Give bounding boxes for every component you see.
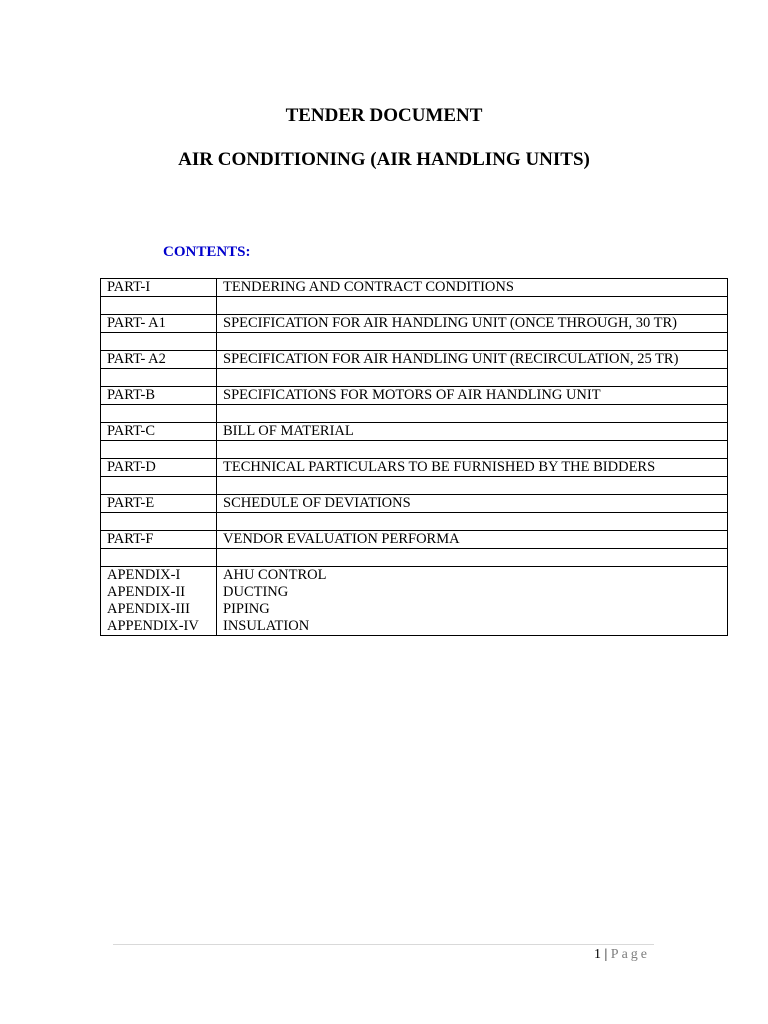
- appendix-code: APENDIX-II: [107, 584, 186, 600]
- part-title: SPECIFICATION FOR AIR HANDLING UNIT (RECIRCULATION, 25 TR): [217, 351, 728, 369]
- footer-divider: [113, 944, 654, 945]
- spacer-row: [101, 513, 728, 531]
- page-separator: |: [604, 947, 608, 962]
- part-code: PART- A1: [101, 315, 217, 333]
- table-row: [101, 459, 728, 477]
- appendix-title: AHU CONTROL: [223, 567, 327, 583]
- table-row: [101, 423, 728, 441]
- part-title: BILL OF MATERIAL: [217, 423, 728, 441]
- appendix-code: APPENDIX-IV: [107, 618, 199, 634]
- part-title: TENDERING AND CONTRACT CONDITIONS: [217, 279, 728, 297]
- appendix-title: INSULATION: [223, 618, 310, 634]
- empty-cell: [101, 441, 217, 459]
- part-code: PART- A2: [101, 351, 217, 369]
- empty-cell: [101, 333, 217, 351]
- page-number: 1: [593, 947, 601, 962]
- spacer-row: [101, 477, 728, 495]
- part-code: PART-E: [101, 495, 217, 513]
- table-row: [101, 387, 728, 405]
- empty-cell: [101, 297, 217, 315]
- spacer-row: [101, 441, 728, 459]
- part-code: PART-I: [101, 279, 217, 297]
- part-title: TECHNICAL PARTICULARS TO BE FURNISHED BY THE BIDDERS: [217, 459, 728, 477]
- appendix-codes-cell: [101, 567, 217, 636]
- appendix-code: APENDIX-III: [107, 601, 190, 617]
- empty-cell: [101, 549, 217, 567]
- part-code: PART-C: [101, 423, 217, 441]
- table-row: [101, 279, 728, 297]
- table-row: [101, 315, 728, 333]
- table-row: [101, 351, 728, 369]
- spacer-row: [101, 369, 728, 387]
- part-title: SCHEDULE OF DEVIATIONS: [217, 495, 728, 513]
- appendix-code: APENDIX-I: [107, 567, 181, 583]
- contents-heading: CONTENTS:: [163, 244, 251, 260]
- page-footer: [594, 947, 650, 963]
- empty-cell: [101, 405, 217, 423]
- empty-cell: [217, 405, 728, 423]
- empty-cell: [217, 477, 728, 495]
- table-row: [101, 495, 728, 513]
- document-subtitle: AIR CONDITIONING (AIR HANDLING UNITS): [178, 149, 590, 170]
- part-title: VENDOR EVALUATION PERFORMA: [217, 531, 728, 549]
- spacer-row: [101, 297, 728, 315]
- spacer-row: [101, 405, 728, 423]
- part-code: PART-D: [101, 459, 217, 477]
- part-code: PART-B: [101, 387, 217, 405]
- part-code: PART-F: [101, 531, 217, 549]
- empty-cell: [101, 369, 217, 387]
- appendix-title: DUCTING: [223, 584, 289, 600]
- appendix-title: PIPING: [223, 601, 270, 617]
- empty-cell: [217, 369, 728, 387]
- empty-cell: [101, 477, 217, 495]
- spacer-row: [101, 333, 728, 351]
- empty-cell: [217, 549, 728, 567]
- spacer-row: [101, 549, 728, 567]
- empty-cell: [217, 513, 728, 531]
- table-row: [101, 531, 728, 549]
- part-title: SPECIFICATION FOR AIR HANDLING UNIT (ONCE THROUGH, 30 TR): [217, 315, 728, 333]
- empty-cell: [217, 441, 728, 459]
- page-label: Page: [610, 947, 650, 962]
- contents-table: [100, 278, 728, 636]
- appendix-row: [101, 567, 728, 636]
- appendix-titles-cell: [217, 567, 728, 636]
- empty-cell: [101, 513, 217, 531]
- part-title: SPECIFICATIONS FOR MOTORS OF AIR HANDLING UNIT: [217, 387, 728, 405]
- empty-cell: [217, 297, 728, 315]
- empty-cell: [217, 333, 728, 351]
- document-title: TENDER DOCUMENT: [285, 105, 483, 126]
